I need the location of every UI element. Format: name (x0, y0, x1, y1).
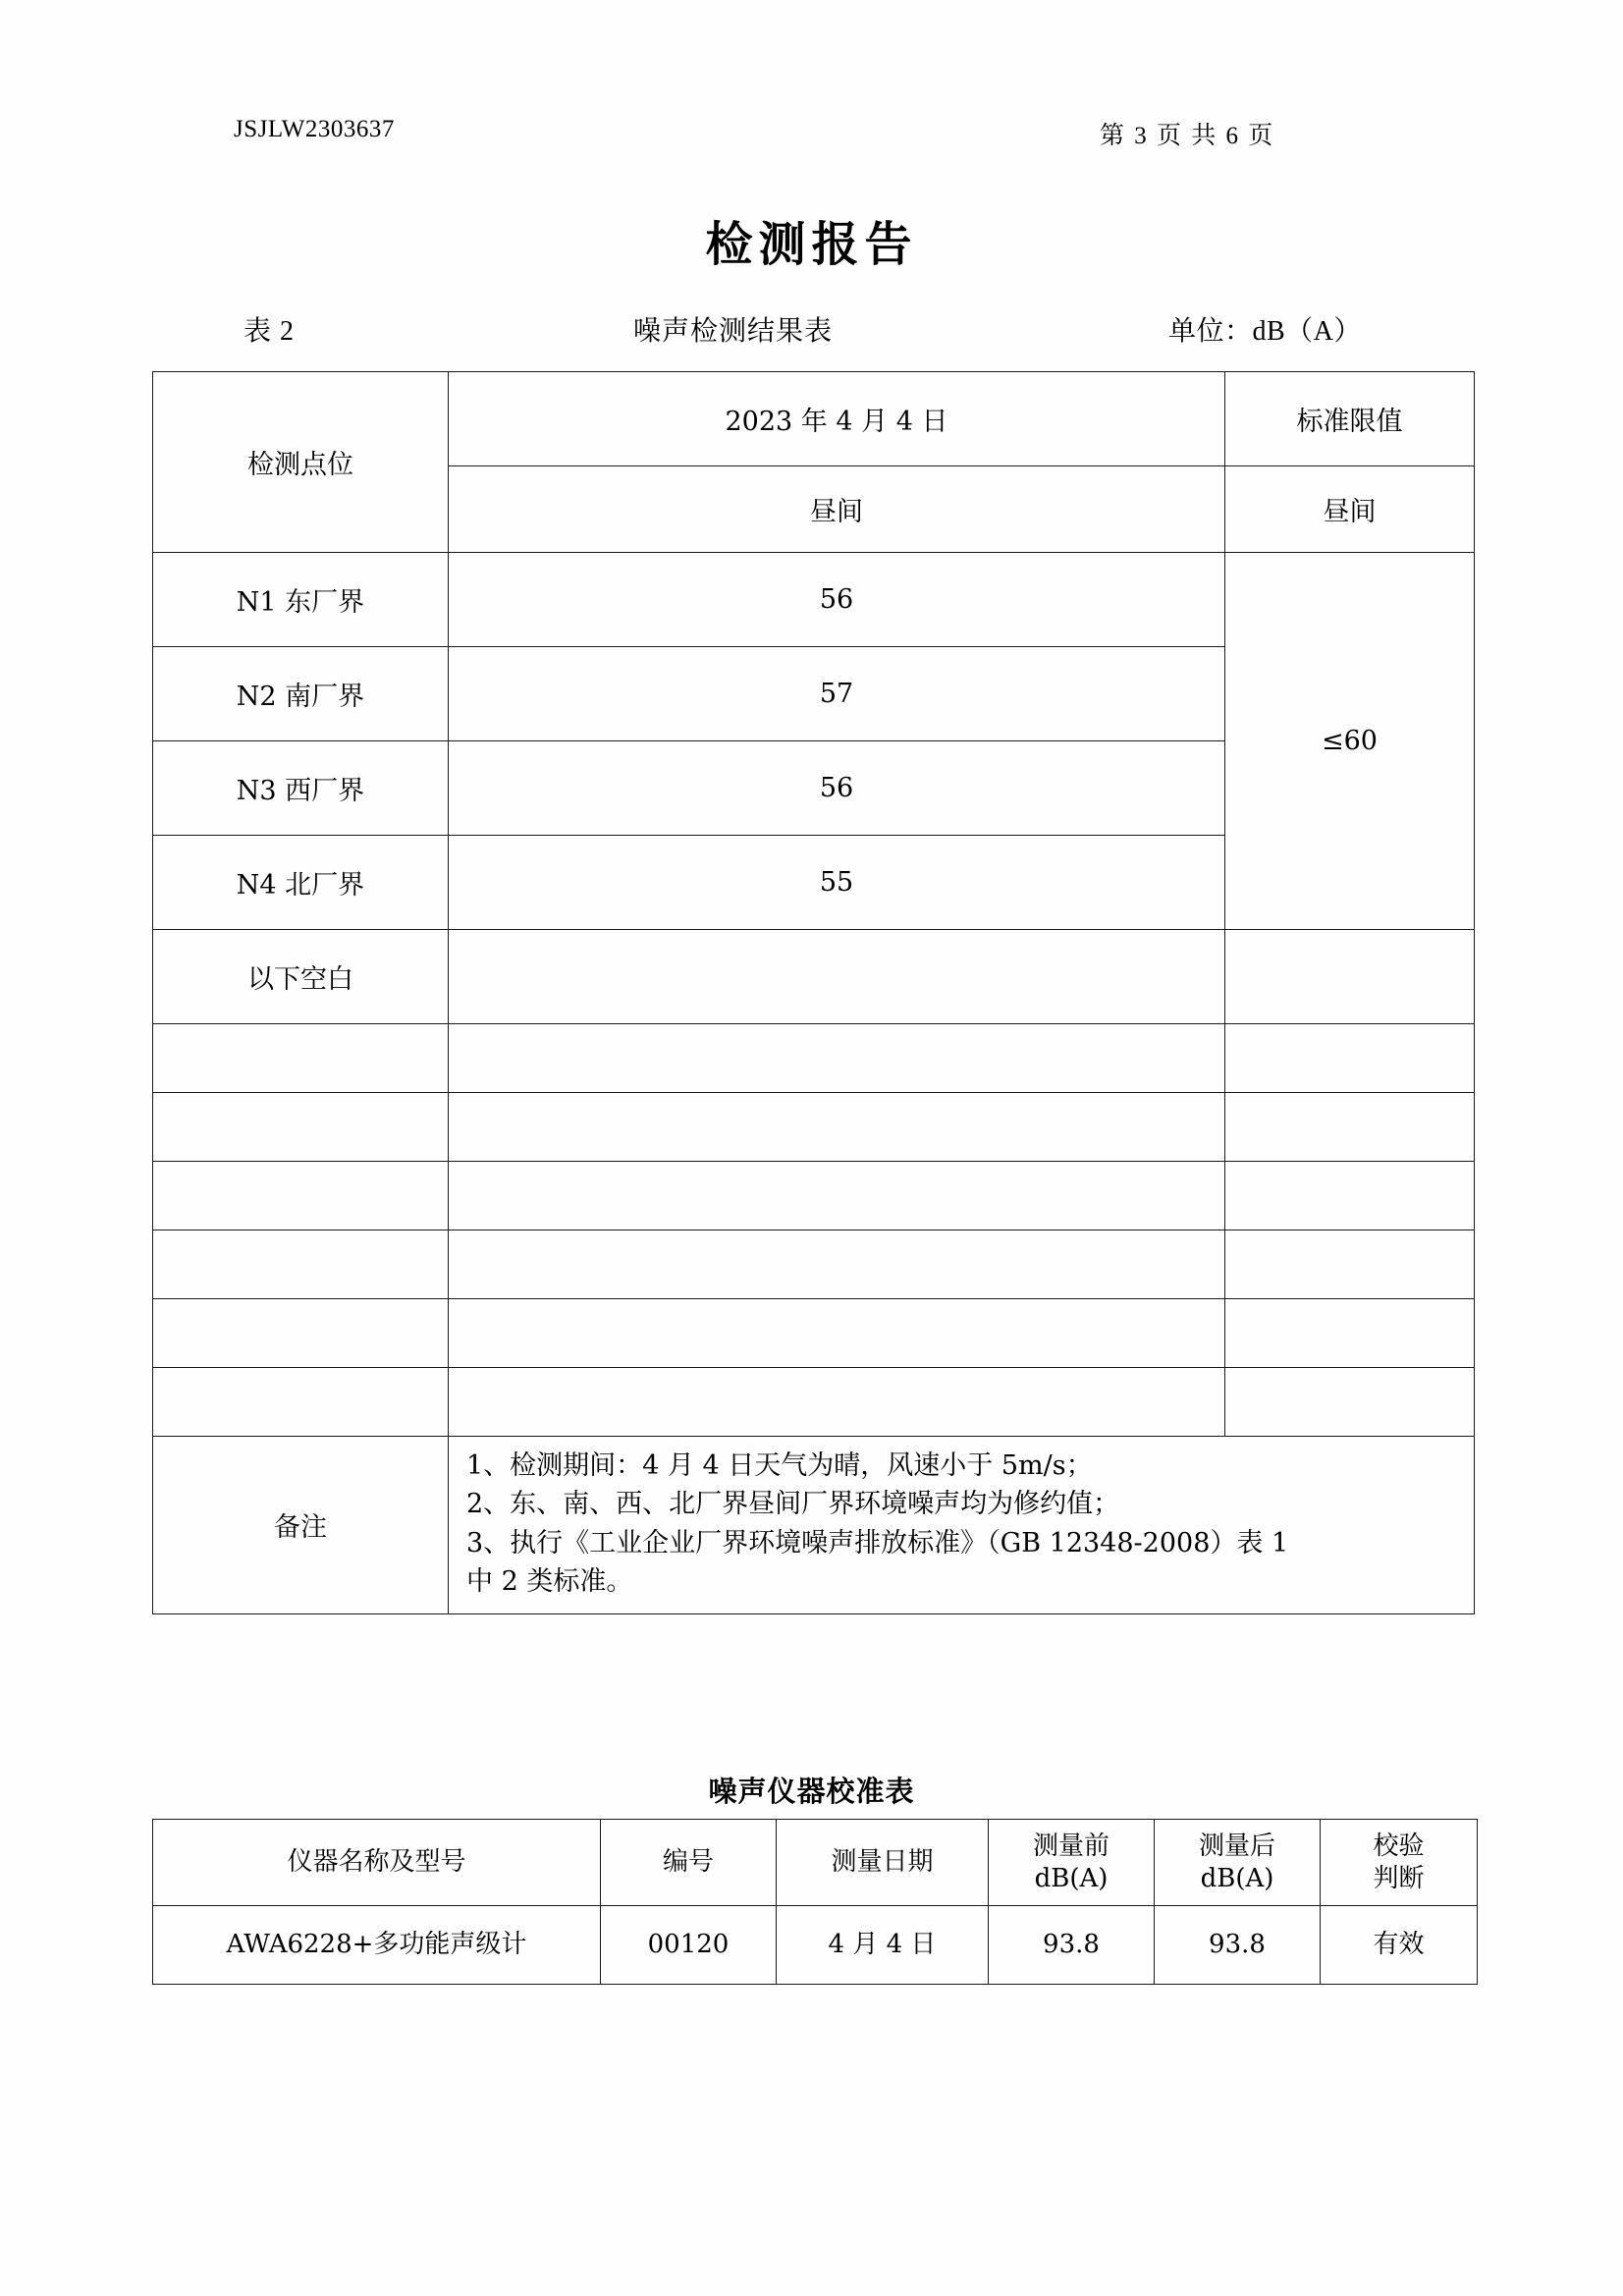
header-verdict (1321, 1820, 1478, 1906)
cell-value (449, 1024, 1225, 1093)
table-header-row (153, 372, 1475, 466)
table-row (153, 1093, 1475, 1162)
cell-limit (1225, 930, 1475, 1024)
cell-limit (1225, 1024, 1475, 1093)
table-row (153, 1299, 1475, 1368)
header-point: 检测点位 (153, 372, 449, 553)
table-row (153, 930, 1475, 1024)
cell-instrument-name: AWA6228+多功能声级计 (153, 1906, 601, 1985)
cell-point (153, 1162, 449, 1230)
header-standard: 标准限值 (1225, 372, 1475, 466)
header-after-line2: dB(A) (1200, 1863, 1274, 1893)
header-date: 2023 年 4 月 4 日 (449, 372, 1225, 466)
cell-value (449, 1093, 1225, 1162)
remark-label: 备注 (153, 1437, 449, 1614)
table-row (153, 553, 1475, 647)
table-row (153, 1162, 1475, 1230)
cell-after: 93.8 (1155, 1906, 1321, 1985)
remark-content (449, 1437, 1475, 1614)
cell-point: N2 南厂界 (153, 647, 449, 741)
header-verdict-line1: 校验 (1373, 1831, 1425, 1861)
cell-serial: 00120 (601, 1906, 777, 1985)
table-label: 表 2 (243, 316, 296, 347)
header-date: 测量日期 (777, 1820, 989, 1906)
cell-before: 93.8 (989, 1906, 1155, 1985)
header-verdict-line2: 判断 (1373, 1863, 1425, 1893)
header-instrument-name: 仪器名称及型号 (153, 1820, 601, 1906)
remark-line: 2、东、南、西、北厂界昼间厂界环境噪声均为修约值； (466, 1489, 1120, 1520)
cell-point (153, 1299, 449, 1368)
noise-results-table (152, 371, 1475, 1614)
table-row (153, 1368, 1475, 1437)
cell-point: 以下空白 (153, 930, 449, 1024)
report-number: JSJLW2303637 (234, 116, 395, 142)
cell-verdict: 有效 (1321, 1906, 1478, 1985)
cell-value: 57 (449, 647, 1225, 741)
cell-limit (1225, 1230, 1475, 1299)
cell-value (449, 930, 1225, 1024)
cell-point (153, 1230, 449, 1299)
cell-point: N4 北厂界 (153, 836, 449, 930)
cell-point: N3 西厂界 (153, 741, 449, 836)
page-number: 第 3 页 共 6 页 (1100, 123, 1275, 149)
cell-value: 56 (449, 741, 1225, 836)
header-period-standard: 昼间 (1225, 466, 1475, 553)
calibration-row (153, 1906, 1478, 1985)
header-before-line1: 测量前 (1032, 1831, 1109, 1861)
cell-limit (1225, 1093, 1475, 1162)
cell-value (449, 1230, 1225, 1299)
calibration-table (152, 1819, 1478, 1985)
cell-limit: ≤60 (1225, 553, 1475, 930)
table-row (153, 1024, 1475, 1093)
page-header (0, 116, 1623, 155)
cell-limit (1225, 1162, 1475, 1230)
cell-value (449, 1299, 1225, 1368)
header-before-line2: dB(A) (1034, 1863, 1109, 1893)
remark-line: 1、检测期间：4 月 4 日天气为晴，风速小于 5m/s； (466, 1450, 1093, 1481)
cell-limit (1225, 1299, 1475, 1368)
cell-point (153, 1368, 449, 1437)
cell-point: N1 东厂界 (153, 553, 449, 647)
cell-value: 56 (449, 553, 1225, 647)
header-period-measured: 昼间 (449, 466, 1225, 553)
table-unit: 单位：dB（A） (1168, 316, 1362, 347)
cell-value (449, 1368, 1225, 1437)
header-before (989, 1820, 1155, 1906)
cell-limit (1225, 1368, 1475, 1437)
table-subheader (0, 309, 1623, 349)
calibration-title: 噪声仪器校准表 (708, 1775, 915, 1808)
cell-point (153, 1024, 449, 1093)
header-after-line1: 测量后 (1198, 1831, 1275, 1861)
header-serial: 编号 (601, 1820, 777, 1906)
cell-point (153, 1093, 449, 1162)
table-title: 噪声检测结果表 (633, 316, 834, 347)
table-row (153, 1230, 1475, 1299)
remark-row (153, 1437, 1475, 1614)
page-title: 检测报告 (705, 217, 918, 272)
remark-line: 3、执行《工业企业厂界环境噪声排放标准》（GB 12348-2008）表 1 (466, 1527, 1289, 1558)
header-after (1155, 1820, 1321, 1906)
cell-value: 55 (449, 836, 1225, 930)
cell-date: 4 月 4 日 (777, 1906, 989, 1985)
cell-value (449, 1162, 1225, 1230)
remark-line: 中 2 类标准。 (466, 1566, 633, 1598)
calibration-header-row (153, 1820, 1478, 1906)
